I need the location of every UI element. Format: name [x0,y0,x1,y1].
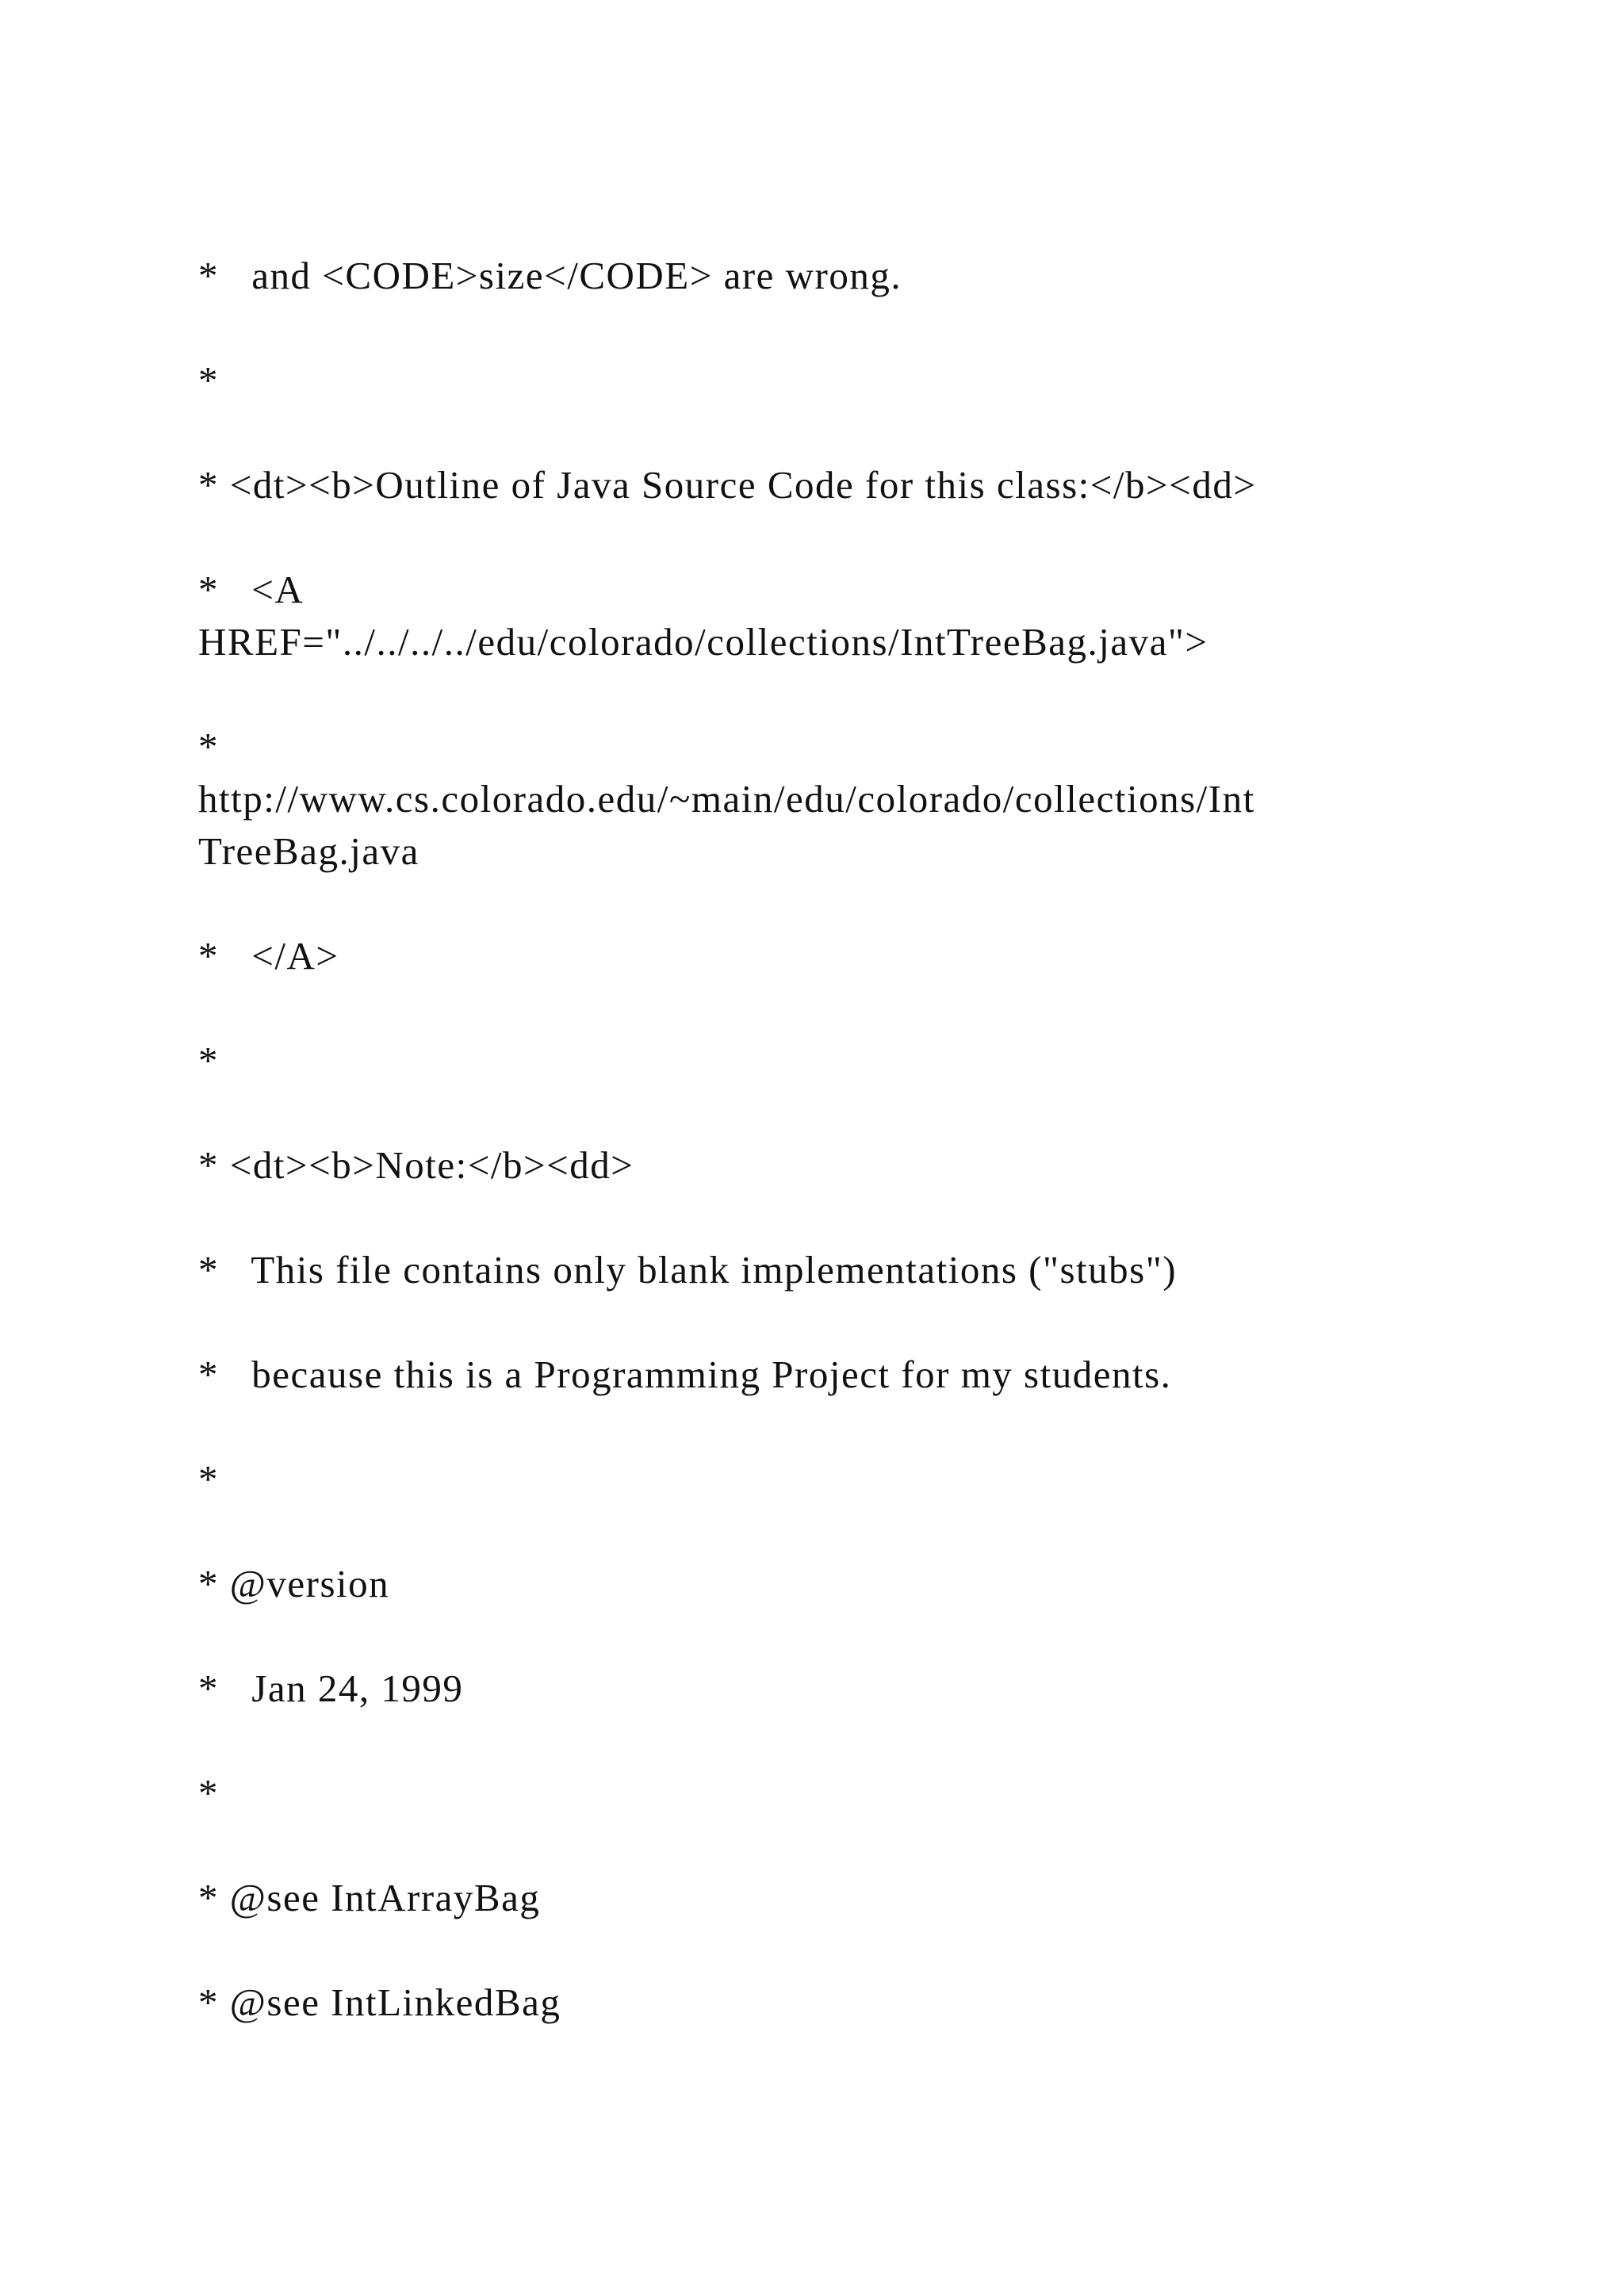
text-line: * @see IntArrayBag [198,1876,541,1919]
text-line: http://www.cs.colorado.edu/~main/edu/colorado/collections/Int [198,777,1255,821]
text-line: * [198,358,219,402]
text-line: TreeBag.java [198,829,419,873]
text-line: * [198,1771,219,1815]
text-line: * [198,725,219,768]
text-line: * Jan 24, 1999 [198,1667,464,1710]
text-line: * </A> [198,934,339,978]
text-line: * <dt><b>Note:</b><dd> [198,1143,634,1187]
text-line: * [198,1039,219,1082]
text-line: * [198,1457,219,1501]
text-line: * <dt><b>Outline of Java Source Code for this class:</b><dd> [198,463,1257,507]
text-line: * and <CODE>size</CODE> are wrong. [198,254,902,297]
text-line: * <A [198,568,304,611]
text-line: HREF="../../../../edu/colorado/collections/IntTreeBag.java"> [198,620,1208,664]
text-line: * @see IntLinkedBag [198,1980,561,2024]
text-line: * because this is a Programming Project for my students. [198,1353,1172,1396]
text-line: * @version [198,1562,390,1605]
text-line: * This file contains only blank implementations ("stubs") [198,1248,1178,1292]
